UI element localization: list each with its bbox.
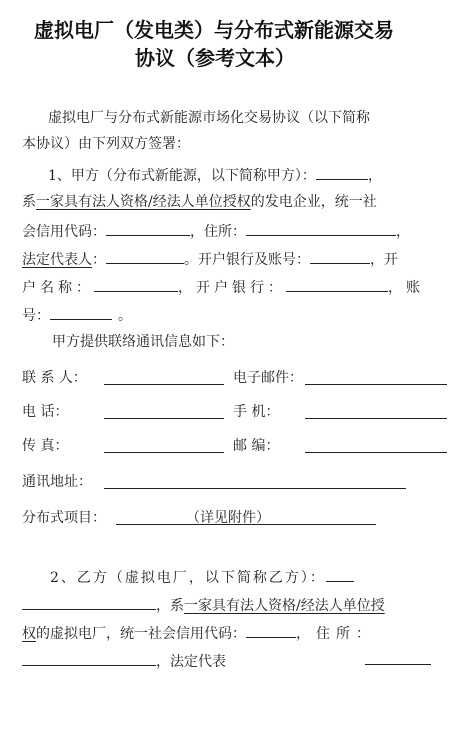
contact-person-label: 联 系 人： bbox=[22, 370, 87, 386]
fax-field[interactable] bbox=[104, 452, 224, 453]
party-b-qualification: 一家具有法人资格/经法人单位授 bbox=[184, 598, 385, 614]
phone-field[interactable] bbox=[104, 418, 224, 419]
party-a-line1: 1、甲方（分布式新能源，以下简称甲方）： ， bbox=[48, 164, 382, 186]
party-b-name-blank-2[interactable] bbox=[22, 594, 156, 610]
party-a-line5: 户名称： ，开户银行： ，账 bbox=[22, 276, 424, 298]
address-field[interactable] bbox=[104, 488, 406, 489]
party-b-line4: ，法定代表 bbox=[22, 650, 226, 672]
party-a-name-blank[interactable] bbox=[316, 164, 368, 180]
party-b-legal-rep-blank[interactable] bbox=[365, 664, 431, 665]
party-a-account-name-blank[interactable] bbox=[94, 276, 178, 292]
party-a-credit-code-blank[interactable] bbox=[106, 220, 190, 236]
contact-person-field[interactable] bbox=[104, 384, 224, 385]
project-value: （详见附件） bbox=[186, 510, 270, 526]
intro-line1: 虚拟电厂与分布式新能源市场化交易协议（以下简称 bbox=[48, 110, 370, 126]
party-b-address-blank[interactable] bbox=[22, 650, 156, 666]
party-a-heading: 1、甲方（分布式新能源，以下简称甲方）： bbox=[48, 168, 316, 184]
doc-title-line2: 协议（参考文本） bbox=[135, 46, 295, 70]
party-b-name-blank-1[interactable] bbox=[326, 566, 354, 582]
phone-label: 电 话： bbox=[22, 404, 69, 420]
mobile-field[interactable] bbox=[305, 418, 447, 419]
party-a-bank-account-blank[interactable] bbox=[310, 248, 370, 264]
party-a-line6: 号： 。 bbox=[22, 304, 132, 326]
party-b-line1 bbox=[50, 566, 354, 588]
doc-title-line1: 虚拟电厂（发电类）与分布式新能源交易 bbox=[34, 18, 394, 42]
fax-label: 传 真： bbox=[22, 438, 69, 454]
intro-line2: 本协议）由下列双方签署： bbox=[22, 136, 190, 152]
party-a-qualification: 一家具有法人资格/经法人单位授权 bbox=[36, 194, 251, 210]
postcode-label: 邮 编： bbox=[233, 438, 280, 454]
party-a-line3: 会信用代码： ，住所： ， bbox=[22, 220, 410, 242]
party-a-legal-rep-blank[interactable] bbox=[106, 248, 184, 264]
postcode-field[interactable] bbox=[305, 452, 447, 453]
party-a-bank-blank[interactable] bbox=[286, 276, 388, 292]
email-label: 电子邮件： bbox=[233, 370, 303, 386]
party-b-heading: 2、乙方（虚拟电厂，以下简称乙方）： bbox=[50, 570, 326, 586]
party-a-address-blank[interactable] bbox=[246, 220, 396, 236]
party-a-line2: 系一家具有法人资格/经法人单位授权的发电企业，统一社 bbox=[22, 194, 377, 210]
party-b-credit-code-blank[interactable] bbox=[246, 622, 296, 638]
party-b-line3: 权的虚拟电厂，统一社会信用代码： ，住所： bbox=[22, 622, 376, 644]
party-a-account-no-blank[interactable] bbox=[50, 304, 112, 320]
contact-heading: 甲方提供联络通讯信息如下： bbox=[52, 334, 234, 350]
email-field[interactable] bbox=[305, 384, 447, 385]
party-b-line2: ，系一家具有法人资格/经法人单位授 bbox=[22, 594, 385, 616]
mobile-label: 手 机： bbox=[233, 404, 280, 420]
project-label: 分布式项目： bbox=[22, 510, 106, 526]
address-label: 通讯地址： bbox=[22, 474, 92, 490]
party-a-line4: 法定代表人： 。开户银行及账号： ，开 bbox=[22, 248, 398, 270]
